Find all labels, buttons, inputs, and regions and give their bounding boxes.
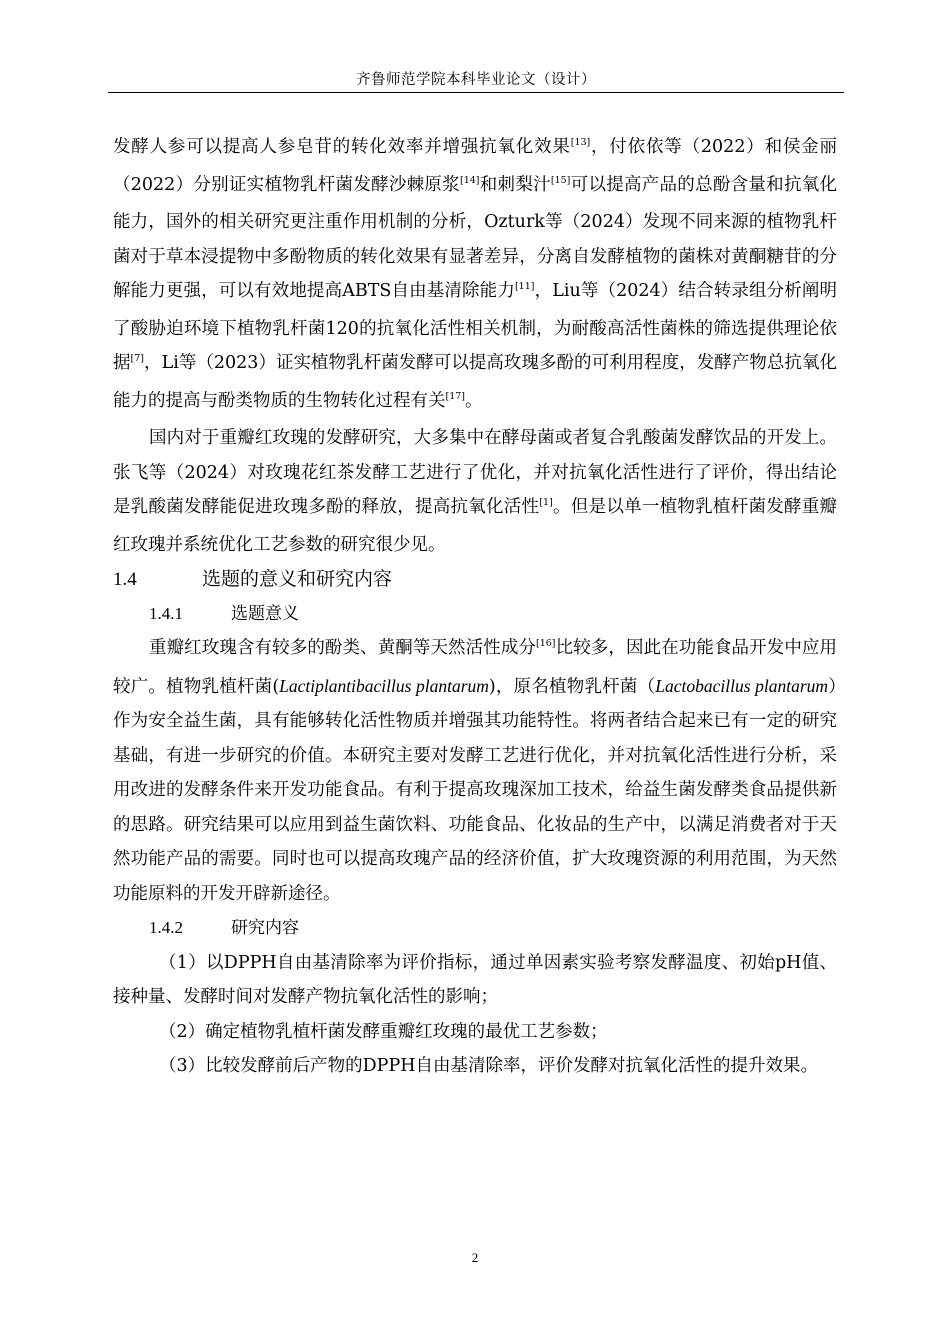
text: 国内对于重瓣红玫瑰的发酵研究，大多集中在酵母菌或者复合乳酸菌发酵饮品的开发上。张飞等（2024）对玫瑰花红茶发酵工艺进行了优化，并对抗氧化活性进行了评价，得出结论是乳酸菌发酵能促进玫瑰多酚的释放，提高抗氧化活性 [113, 428, 837, 517]
subsection-number: 1.4.2 [149, 918, 183, 937]
subsection-heading-1-4-1 [113, 597, 837, 632]
research-item-2: （2）确定植物乳植杆菌发酵重瓣红玫瑰的最优工艺参数； [159, 1021, 608, 1042]
section-title: 选题的意义和研究内容 [202, 568, 393, 590]
research-item-3: （3）比较发酵前后产物的DPPH自由基清除率，评价发酵对抗氧化活性的提升效果。 [159, 1056, 818, 1076]
paragraph-1 [113, 130, 837, 421]
citation: [16] [536, 638, 556, 649]
subsection-title: 研究内容 [231, 918, 299, 938]
subsection-number: 1.4.1 [149, 603, 183, 623]
text: 。但是以单一植物乳植杆菌发酵重瓣红玫瑰并系统优化工艺参数的研究很少见。 [113, 497, 838, 555]
text: 可以提高产品的总酚含量和抗氧化能力，国外的相关研究更注重作用机制的分析，Ozturk等（2024）发现不同来源的植物乳杆菌对于草本浸提物中多酚物质的转化效果有显著差异，分离自发酵植物的菌株对黄酮糖苷的分解能力更强，可以有效地提高ABTS自由基清除能力 [113, 174, 838, 301]
text: 和刺梨汁 [479, 174, 551, 195]
page-number: 2 [471, 1250, 479, 1265]
subsection-heading-1-4-2 [113, 911, 837, 946]
page-header [108, 62, 844, 93]
text: ，付依依等（2022）和侯金丽（2022）分别证实植物乳杆菌发酵沙棘原浆 [113, 137, 837, 195]
document-body [113, 130, 837, 1084]
citation: [11] [514, 281, 535, 292]
text: 重瓣红玫瑰含有较多的酚类、黄酮等天然活性成分 [149, 638, 537, 658]
species-name: Lactiplantibacillus plantarum [279, 675, 489, 696]
text: ，Li等（2023）证实植物乳杆菌发酵可以提高玫瑰多酚的可利用程度，发酵产物总抗氧化能力的提高与酚类物质的生物转化过程有关 [113, 353, 838, 411]
text: )，原名植物乳杆菌（ [488, 676, 656, 697]
citation: [7] [130, 353, 145, 364]
paragraph-3 [113, 631, 837, 911]
species-name: Lactobacillus plantarum [655, 675, 829, 696]
text: 比较多，因此在功能食品开发中应用较广。植物乳植杆菌( [113, 638, 837, 697]
text: 。 [465, 390, 483, 411]
citation: [15] [550, 174, 571, 186]
citation: [14] [459, 174, 480, 186]
section-heading-1-4 [113, 562, 837, 597]
citation: [1] [539, 497, 553, 508]
citation: [17] [445, 390, 466, 402]
citation: [13] [570, 137, 591, 148]
research-item-1: （1）以DPPH自由基清除率为评价指标，通过单因素实验考察发酵温度、初始pH值、接种量、发酵时间对发酵产物抗氧化活性的影响； [113, 952, 837, 1007]
paragraph-2 [113, 421, 837, 562]
text: 发酵人参可以提高人参皂苷的转化效率并增强抗氧化效果 [113, 137, 571, 157]
section-number: 1.4 [113, 569, 137, 590]
header-title: 齐鲁师范学院本科毕业论文（设计） [356, 72, 596, 88]
subsection-title: 选题意义 [231, 603, 299, 624]
text: ，Liu等（2024）结合转录组分析阐明了酸胁迫环境下植物乳杆菌120的抗氧化活性相关机制，为耐酸高活性菌株的筛选提供理论依据 [113, 281, 837, 373]
text: ）作为安全益生菌，具有能够转化活性物质并增强其功能特性。将两者结合起来已有一定的研究基础，有进一步研究的价值。本研究主要对发酵工艺进行优化，并对抗氧化活性进行分析，采用改进的发酵条件来开发功能食品。有利于提高玫瑰深加工技术，给益生菌发酵类食品提供新的思路。研究结果可以应用到益生菌饮料、功能食品、化妆品的生产中，以满足消费者对于天然功能产品的需要。同时也可以提高玫瑰产品的经济价值，扩大玫瑰资源的利用范围，为天然功能原料的开发开辟新途径。 [113, 676, 838, 904]
